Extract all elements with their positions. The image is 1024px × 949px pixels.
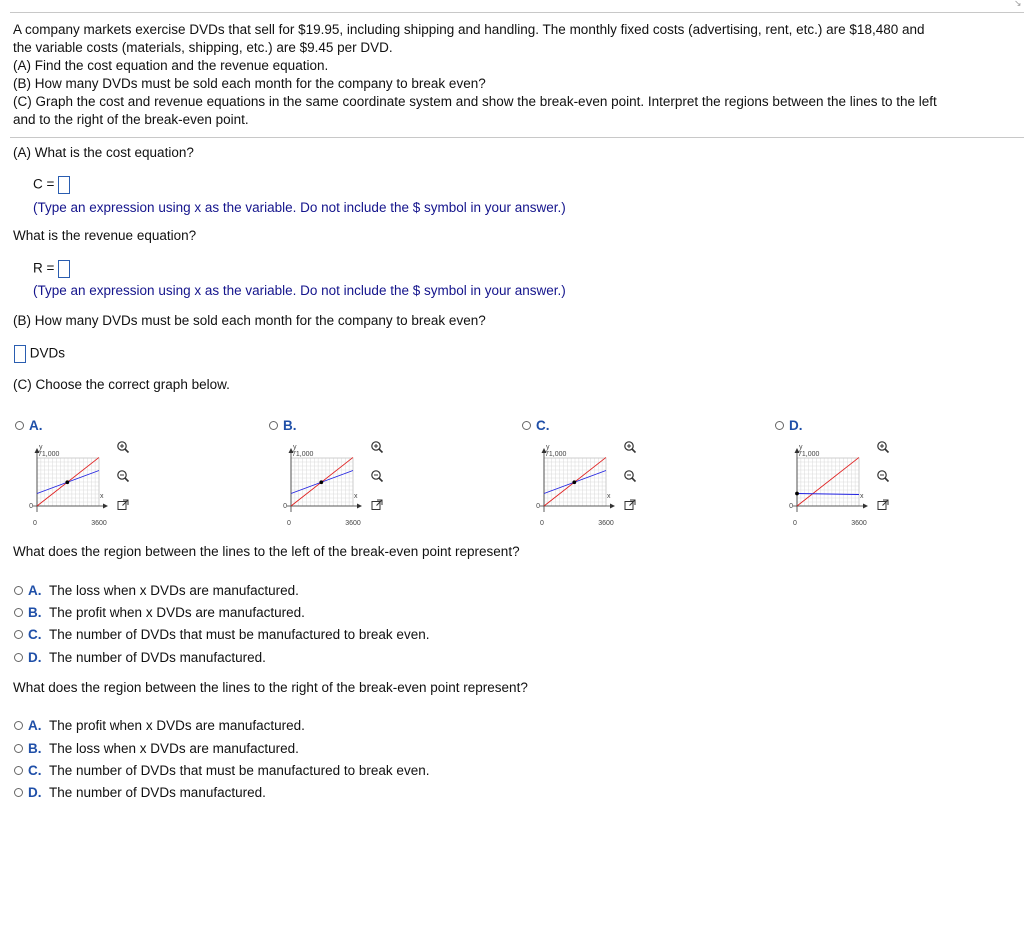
x-axis-label: x: [607, 493, 611, 500]
problem-line: (C) Graph the cost and revenue equations in the same coordinate system and show the break-even point. Interpret the regions between the lines to the left: [13, 94, 937, 109]
zoom-in-icon[interactable]: [623, 440, 637, 454]
option-letter: D.: [789, 418, 803, 433]
radio-button[interactable]: [14, 653, 23, 662]
break-even-point: [572, 480, 576, 484]
right-option-d[interactable]: [14, 785, 266, 800]
left-option-c[interactable]: [14, 627, 429, 642]
radio-button[interactable]: [14, 721, 23, 730]
breakeven-question: (B) How many DVDs must be sold each month for the company to break even?: [13, 313, 486, 328]
problem-line: and to the right of the break-even point.: [13, 112, 249, 127]
radio-button[interactable]: [14, 788, 23, 797]
option-text: The number of DVDs that must be manufactured to break even.: [49, 763, 430, 778]
corner-arrow-icon: ↘: [1014, 0, 1022, 8]
option-letter: B.: [283, 418, 297, 433]
radio-button[interactable]: [522, 421, 531, 430]
option-letter: D.: [28, 650, 42, 665]
problem-line: (B) How many DVDs must be sold each month for the company to break even?: [13, 76, 486, 91]
option-letter: C.: [28, 627, 42, 642]
graph-option-a[interactable]: [13, 418, 263, 528]
x-axis-arrow: [357, 504, 362, 509]
revenue-hint: (Type an expression using x as the variable. Do not include the $ symbol in your answer.): [33, 283, 566, 298]
y-max-tick-label: 71,000: [38, 451, 60, 458]
cost-question: (A) What is the cost equation?: [13, 145, 194, 160]
x-zero-tick-label: 0: [287, 520, 291, 527]
open-new-window-icon[interactable]: [370, 498, 384, 512]
x-axis-arrow: [863, 504, 868, 509]
y-max-tick-label: 71,000: [545, 451, 567, 458]
cost-hint: (Type an expression using x as the variable. Do not include the $ symbol in your answer.): [33, 200, 566, 215]
zoom-in-icon[interactable]: [116, 440, 130, 454]
open-new-window-icon[interactable]: [876, 498, 890, 512]
radio-button[interactable]: [15, 421, 24, 430]
zoom-in-icon[interactable]: [370, 440, 384, 454]
x-axis-arrow: [610, 504, 615, 509]
open-new-window-icon[interactable]: [116, 498, 130, 512]
origin-label: 0: [789, 503, 793, 510]
left-region-question: What does the region between the lines to the left of the break-even point represent?: [13, 544, 520, 559]
break-even-chart: [13, 440, 133, 530]
y-axis-label: y: [293, 444, 297, 451]
option-letter: B.: [28, 605, 42, 620]
left-option-a[interactable]: [14, 583, 299, 598]
option-text: The loss when x DVDs are manufactured.: [49, 741, 299, 756]
graph-option-label[interactable]: [522, 418, 550, 433]
right-option-a[interactable]: [14, 718, 305, 733]
x-zero-tick-label: 0: [540, 520, 544, 527]
option-letter: B.: [28, 741, 42, 756]
graph-option-b[interactable]: [267, 418, 517, 528]
break-even-point: [795, 492, 799, 496]
zoom-out-icon[interactable]: [876, 469, 890, 483]
radio-button[interactable]: [14, 608, 23, 617]
right-option-b[interactable]: [14, 741, 299, 756]
section-divider: [10, 137, 1024, 138]
break-even-point: [65, 480, 69, 484]
graph-option-label[interactable]: [269, 418, 297, 433]
zoom-in-icon[interactable]: [876, 440, 890, 454]
y-max-tick-label: 71,000: [798, 451, 820, 458]
problem-line: the variable costs (materials, shipping, etc.) are $9.45 per DVD.: [13, 40, 393, 55]
zoom-out-icon[interactable]: [116, 469, 130, 483]
option-letter: A.: [28, 583, 42, 598]
option-text: The number of DVDs manufactured.: [49, 650, 266, 665]
revenue-answer-row: [33, 260, 70, 278]
zoom-out-icon[interactable]: [370, 469, 384, 483]
graph-option-label[interactable]: [775, 418, 803, 433]
revenue-label: R =: [33, 260, 55, 276]
cost-answer-input[interactable]: [58, 176, 70, 194]
option-text: The profit when x DVDs are manufactured.: [49, 605, 305, 620]
origin-label: 0: [29, 503, 33, 510]
open-new-window-icon[interactable]: [623, 498, 637, 512]
breakeven-answer-row: [14, 345, 65, 363]
radio-button[interactable]: [14, 630, 23, 639]
x-axis-label: x: [100, 493, 104, 500]
option-letter: C.: [28, 763, 42, 778]
top-rule: [10, 12, 1024, 13]
y-max-tick-label: 71,000: [292, 451, 314, 458]
origin-label: 0: [283, 503, 287, 510]
x-axis-label: x: [860, 493, 864, 500]
x-zero-tick-label: 0: [33, 520, 37, 527]
problem-line: (A) Find the cost equation and the revenue equation.: [13, 58, 329, 73]
problem-statement: [13, 21, 1018, 129]
option-letter: D.: [28, 785, 42, 800]
breakeven-unit: DVDs: [29, 345, 66, 361]
radio-button[interactable]: [14, 744, 23, 753]
option-text: The number of DVDs manufactured.: [49, 785, 266, 800]
origin-label: 0: [536, 503, 540, 510]
graph-option-c[interactable]: [520, 418, 770, 528]
option-text: The number of DVDs that must be manufactured to break even.: [49, 627, 430, 642]
x-zero-tick-label: 0: [793, 520, 797, 527]
right-region-question: What does the region between the lines to the right of the break-even point represent?: [13, 680, 528, 695]
break-even-chart: [520, 440, 640, 530]
right-option-c[interactable]: [14, 763, 429, 778]
y-axis-label: y: [39, 444, 43, 451]
option-letter: A.: [29, 418, 43, 433]
breakeven-answer-input[interactable]: [14, 345, 26, 363]
revenue-question: What is the revenue equation?: [13, 228, 197, 243]
x-axis-arrow: [103, 504, 108, 509]
option-text: The loss when x DVDs are manufactured.: [49, 583, 299, 598]
break-even-point: [319, 480, 323, 484]
radio-button[interactable]: [775, 421, 784, 430]
option-letter: C.: [536, 418, 550, 433]
radio-button[interactable]: [14, 766, 23, 775]
left-option-d[interactable]: [14, 650, 266, 665]
revenue-answer-input[interactable]: [58, 260, 70, 278]
cost-label: C =: [33, 176, 55, 192]
break-even-chart: [773, 440, 893, 530]
cost-line: [797, 494, 859, 495]
x-max-tick-label: 3600: [851, 520, 867, 527]
left-option-b[interactable]: [14, 605, 305, 620]
x-max-tick-label: 3600: [598, 520, 614, 527]
break-even-chart: [267, 440, 387, 530]
option-letter: A.: [28, 718, 42, 733]
x-axis-label: x: [354, 493, 358, 500]
radio-button[interactable]: [269, 421, 278, 430]
graph-question: (C) Choose the correct graph below.: [13, 377, 230, 392]
x-max-tick-label: 3600: [345, 520, 361, 527]
y-axis-label: y: [546, 444, 550, 451]
problem-line: A company markets exercise DVDs that sell for $19.95, including shipping and handling. The monthly fixed costs (advertising, rent, etc.) are $18,480 and: [13, 22, 925, 37]
radio-button[interactable]: [14, 586, 23, 595]
graph-option-label[interactable]: [15, 418, 43, 433]
zoom-out-icon[interactable]: [623, 469, 637, 483]
option-text: The profit when x DVDs are manufactured.: [49, 718, 305, 733]
cost-answer-row: [33, 176, 70, 194]
graph-option-d[interactable]: [773, 418, 1023, 528]
x-max-tick-label: 3600: [91, 520, 107, 527]
y-axis-label: y: [799, 444, 803, 451]
